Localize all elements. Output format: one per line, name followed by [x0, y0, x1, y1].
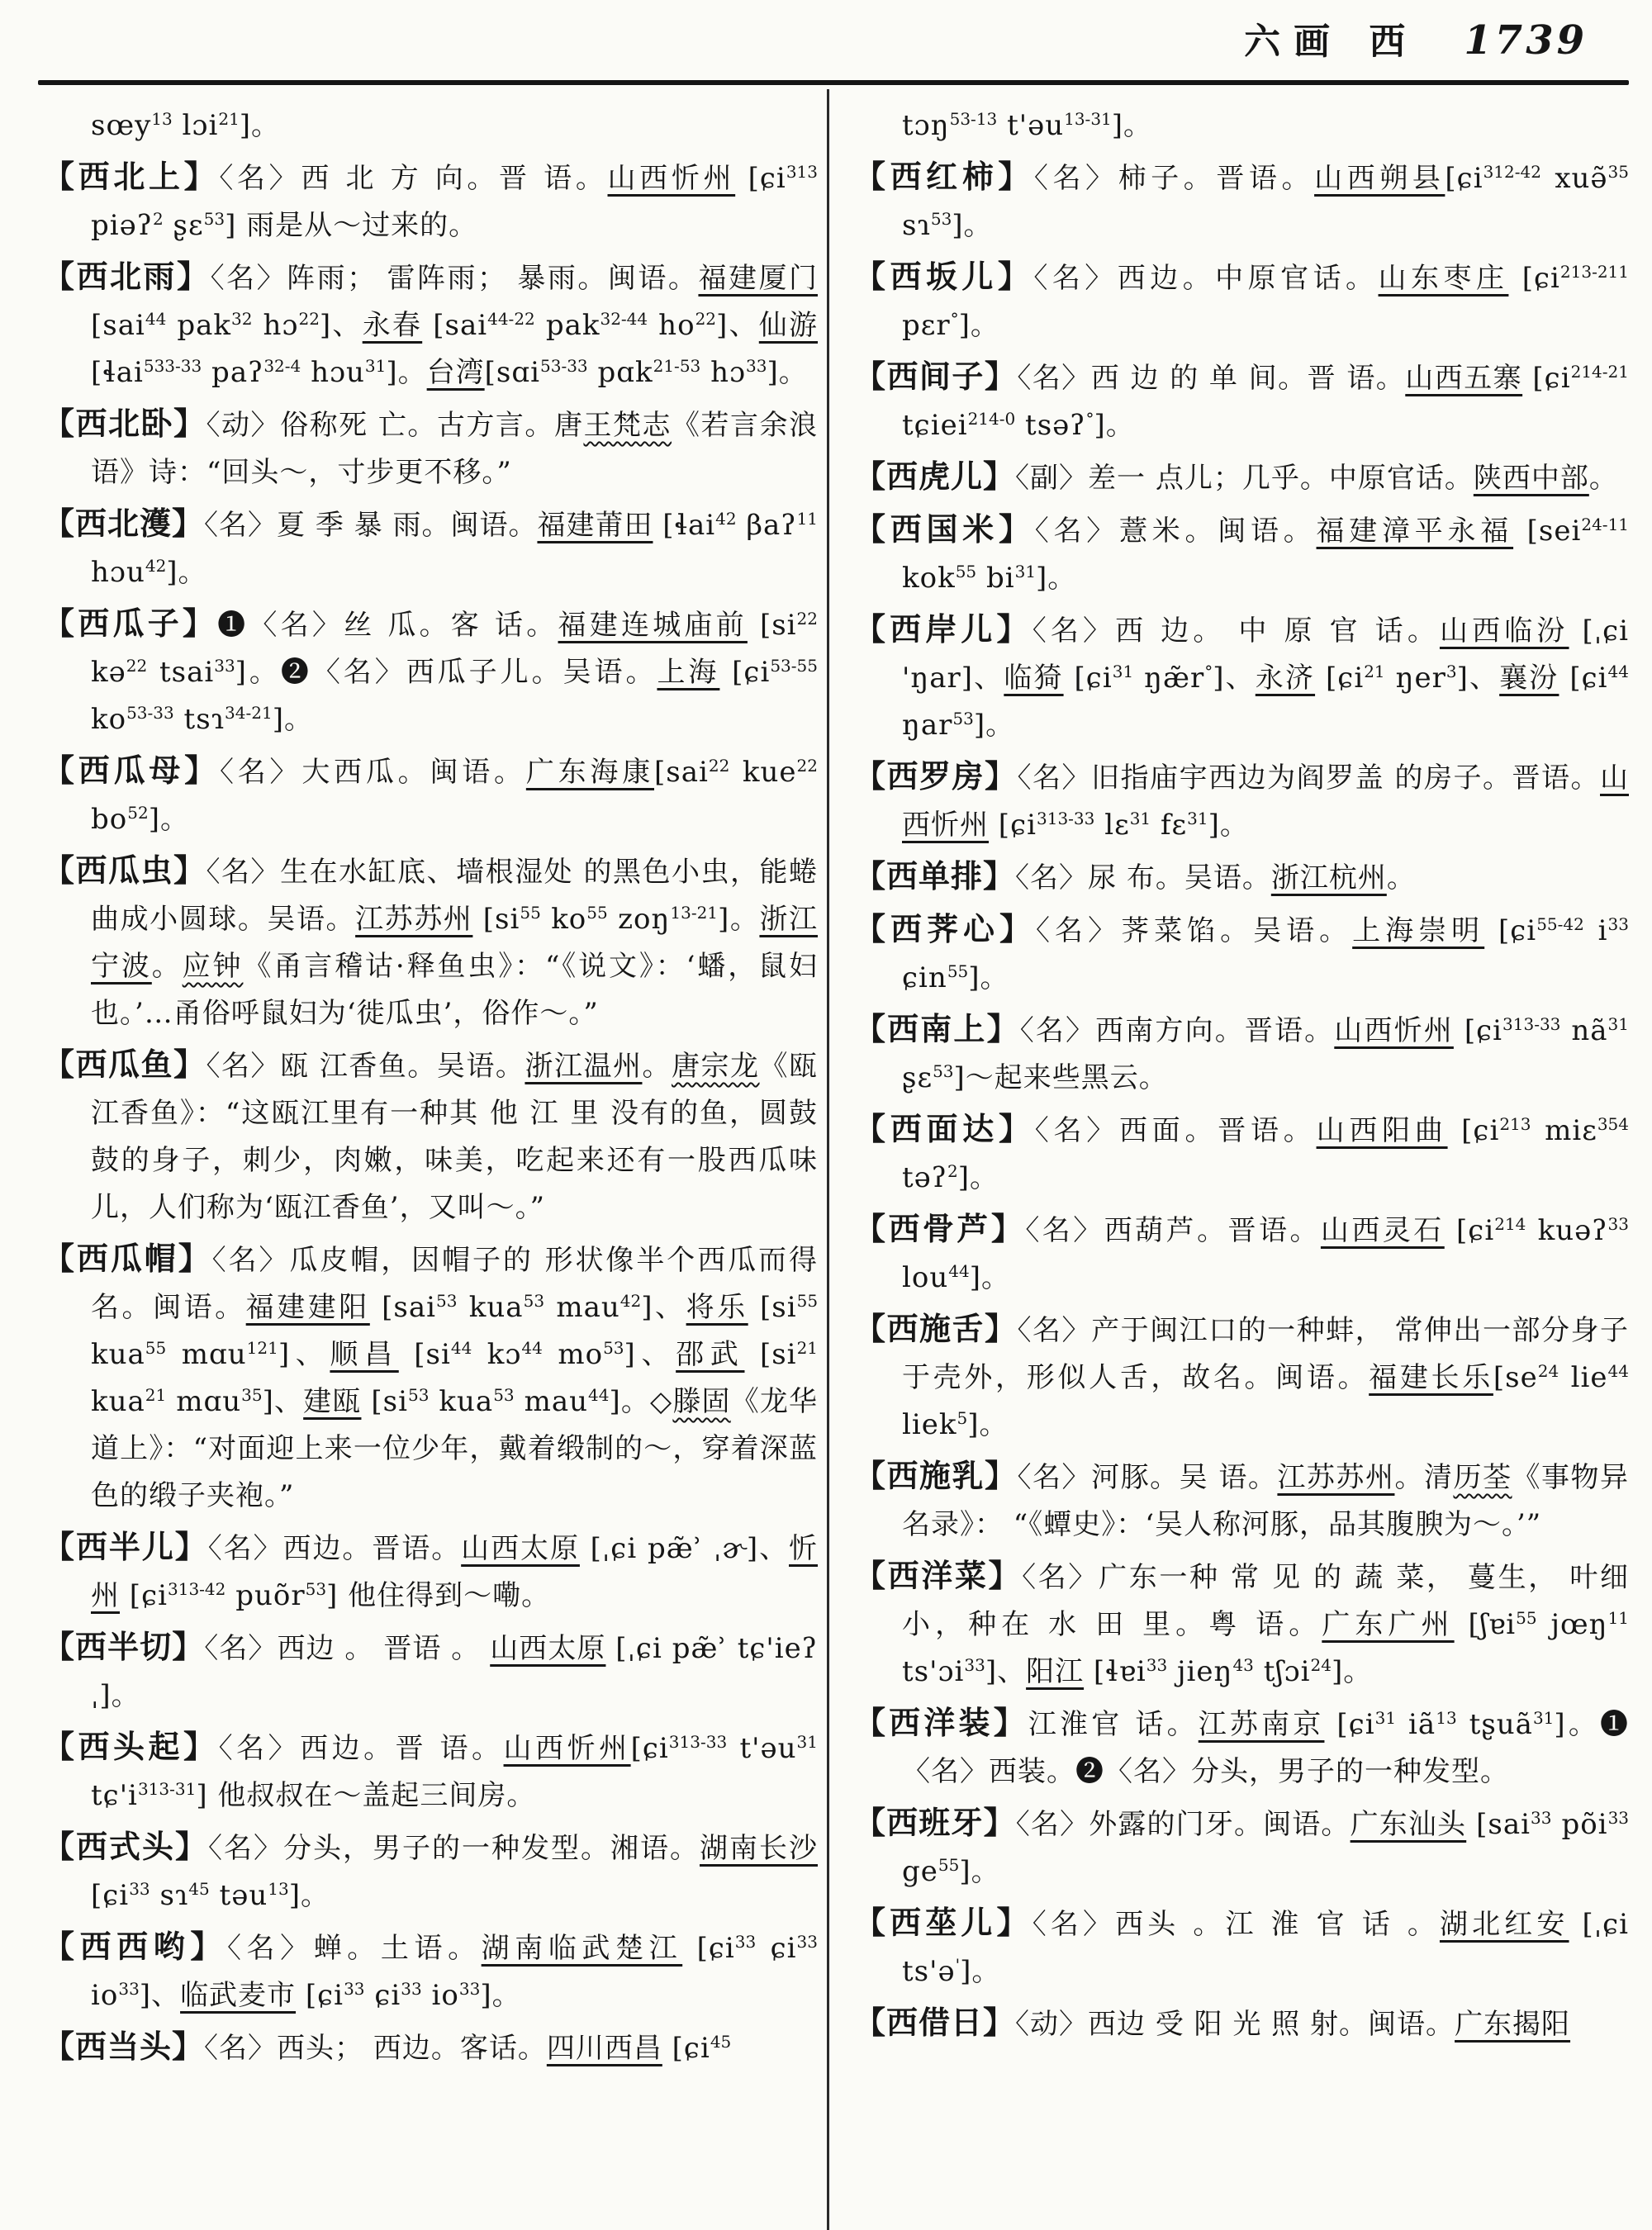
dictionary-entry — [43, 2023, 818, 2072]
entry-body: 〈名〉外露的门牙。闽语。广东汕头 [sai$^{33}$ põi$^{33}$ $ge^{55}$]。 — [902, 1807, 1630, 1888]
dictionary-entry — [43, 1623, 818, 1720]
dictionary-entry — [854, 1105, 1629, 1202]
dictionary-entry — [854, 1305, 1629, 1449]
entry-body: 〈名〉西头 。江 淮 官 话 。湖北红安 [ˌɕi ts'ə']。 — [902, 1908, 1629, 1988]
entry-body: 江淮官 话。江苏南京 [ɕi$^{31}$ $iã^{13}$ tʂuã$^{31}$]。❶〈名〉西装。❷〈名〉分头，男子的一种发型。 — [902, 1707, 1630, 1788]
entry-headword: 【西半儿】 — [43, 1528, 208, 1565]
dictionary-entry — [854, 852, 1629, 902]
entry-body: 〈名〉西南方向。晋语。山西忻州 [ɕi$^{313-33}$ $nã^{31}$ ʂɛ$^{53}$]～起来些黑云。 — [902, 1013, 1629, 1094]
entry-body: ❶〈名〉丝 瓜。客 话。福建连城庙前 [$si^{22}$ kə$^{22}$ tsai$^{33}$]。❷〈名〉西瓜子儿。吴语。上海 [ɕi$^{53-55}$ $ko^{53-33}$ tsɿ$^{34-21}$]。 — [91, 608, 818, 736]
entry-headword: 【西施乳】 — [854, 1457, 1018, 1494]
dictionary-entry — [854, 1899, 1629, 1995]
entry-body: tɔŋ$^{53-13}$ t'əu$^{13-31}$]。 — [902, 108, 1153, 142]
entry-headword: 【西北卧】 — [43, 405, 206, 442]
dictionary-entry — [43, 1523, 818, 1620]
dictionary-entry — [854, 1452, 1629, 1549]
entry-headword: 【西瓜虫】 — [43, 852, 206, 889]
entry-body: 〈名〉西葫芦。晋语。山西灵石 [ɕi$^{214}$ kuəʔ$^{33}$ lou$^{44}$]。 — [902, 1213, 1629, 1294]
dictionary-entry — [43, 1923, 818, 2019]
entry-body: sœy$^{13}$ lɔi$^{21}$]。 — [91, 108, 281, 142]
dictionary-entry — [854, 1999, 1629, 2048]
dictionary-entry — [43, 400, 818, 496]
entry-headword: 【西单排】 — [854, 857, 1016, 894]
entry-headword: 【西瓜帽】 — [43, 1240, 212, 1277]
entry-headword: 【西红柿】 — [854, 158, 1034, 195]
dictionary-entry — [43, 253, 818, 396]
dictionary-entry — [43, 102, 818, 149]
dictionary-entry — [854, 153, 1629, 249]
column-divider — [827, 89, 829, 2230]
entry-body: 〈名〉河豚。吴 语。江苏苏州。清历荃《事物异名录》： “《蟫史》：‘吴人称河豚，品其腹腴为～。’” — [902, 1461, 1630, 1541]
header-rule — [38, 80, 1629, 85]
entry-body: 〈名〉生在水缸底、墙根湿处 的黑色小虫，能蜷曲成小圆球。吴语。江苏苏州 [$si^{55}$ $ko^{55}$ zoŋ$^{13-21}$]。浙江宁波。应钟《甬言稽诂·释鱼虫》：“《说文》：‘蟠，鼠妇也。’…甬俗呼鼠妇为‘徙瓜虫’，俗作～。” — [91, 856, 819, 1030]
dictionary-entry — [854, 1552, 1629, 1696]
entry-body: 〈名〉西 北 方 向。晋 语。山西忻州 [ɕi$^{313}$ piəʔ$^2$ ʂɛ$^{53}$] 雨是从～过来的。 — [91, 161, 818, 242]
entry-headword: 【西瓜母】 — [43, 752, 220, 789]
dictionary-entry — [43, 1041, 818, 1231]
entry-headword: 【西荠心】 — [854, 910, 1037, 947]
entry-headword: 【西间子】 — [854, 358, 1018, 395]
entry-body: 〈名〉旧指庙宇西边为阎罗盖 的房子。晋语。山西忻州 [ɕi$^{313-33}$ lɛ$^{31}$ fɛ$^{31}$]。 — [902, 762, 1629, 842]
entry-headword: 【西坂儿】 — [854, 258, 1034, 295]
entry-body: 〈名〉西边。中原官话。山东枣庄 [ɕi$^{213-211}$ pɛr°]。 — [902, 261, 1629, 342]
entry-headword: 【西南上】 — [854, 1010, 1020, 1047]
entry-headword: 【西施舌】 — [854, 1310, 1018, 1347]
entry-body: 〈名〉荠菜馅。吴语。上海崇明 [ɕi$^{55-42}$ $i^{33}$ ɕin$^{55}$]。 — [902, 913, 1629, 994]
entry-headword: 【西瓜鱼】 — [43, 1046, 206, 1083]
entry-headword: 【西虎儿】 — [854, 458, 1016, 495]
dictionary-entry — [854, 505, 1629, 602]
dictionary-entry — [854, 102, 1629, 149]
entry-headword: 【西半切】 — [43, 1628, 205, 1665]
entry-body: 〈名〉大西瓜。闽语。广东海康[sai$^{22}$ kue$^{22}$ $bo^{52}$]。 — [91, 755, 818, 836]
entry-headword: 【西西哟】 — [43, 1928, 227, 1965]
entry-body: 〈副〉差一 点儿；几乎。中原官话。陕西中部。 — [1015, 462, 1618, 495]
entry-body: 〈动〉西边 受 阳 光 照 射。闽语。广东揭阳 — [1015, 2008, 1571, 2041]
dictionary-entry — [854, 1205, 1629, 1302]
dictionary-entry — [43, 1823, 818, 1919]
dictionary-entry — [43, 847, 818, 1037]
entry-body: 〈名〉瓜皮帽，因帽子的 形状像半个西瓜而得名。闽语。福建建阳 [sai$^{53}$ kua$^{53}$ mau$^{42}$]、将乐 [$si^{55}$ kua$^{55}$ mɑu$^{121}$]、顺昌 [$si^{44}$ kɔ$^{44}$ $mo^{53}$]、邵武 [$si^{21}$ kua$^{21}$ mɑu$^{35}$]、建瓯 [$si^{53}$ kua$^{53}$ mau$^{44}$]。◇滕固《龙华道上》：“对面迎上来一位少年，戴着缎制的～，穿着深蓝色的缎子夹袍。” — [91, 1244, 819, 1512]
page-number: 1739 — [1464, 17, 1588, 64]
dictionary-entry — [854, 905, 1629, 1002]
entry-headword: 【西面达】 — [854, 1110, 1035, 1147]
entry-headword: 【西班牙】 — [854, 1804, 1016, 1841]
entry-body: 〈名〉薏米。闽语。福建漳平永福 [sei$^{24-11}$ kok$^{55}$ $bi^{31}$]。 — [902, 514, 1630, 595]
entry-headword: 【西北雨】 — [43, 258, 211, 295]
entry-body: 〈名〉西边。晋 语。山西忻州[ɕi$^{313-33}$ t'əu$^{31}$ $tɕ'i^{313-31}$] 他叔叔在～盖起三间房。 — [91, 1731, 818, 1812]
entry-headword: 【西洋装】 — [854, 1704, 1028, 1741]
entry-headword: 【西罗房】 — [854, 757, 1018, 795]
dictionary-entry — [854, 1799, 1629, 1896]
entry-body: 〈名〉广东一种 常 见 的 蔬 菜， 蔓生， 叶细小，种在 水 田 里。粤 语。广东广州 [ʃɐi$^{55}$ jœŋ$^{11}$ ts'ɔi$^{33}$]、阳江 [ɬɐi$^{33}$ jieŋ$^{43}$ tʃɔi$^{24}$]。 — [902, 1561, 1630, 1688]
dictionary-entry — [43, 747, 818, 843]
entry-headword: 【西骨芦】 — [854, 1210, 1026, 1247]
entry-body: 〈名〉西 边 的 单 间。晋 语。山西五寨 [ɕi$^{214-21}$ tɕiei$^{214-0}$ tsəʔ°]。 — [902, 361, 1629, 442]
entry-body: 〈名〉西边 。 晋语 。 山西太原 [ˌɕi pæ̃ʾ tɕ'ieʔˌ]。 — [91, 1632, 818, 1712]
dictionary-entry — [43, 1723, 818, 1820]
entry-headword: 【西国米】 — [854, 510, 1035, 548]
entry-headword: 【西式头】 — [43, 1828, 208, 1865]
entry-body: 〈名〉夏 季 暴 雨。闽语。福建莆田 [ɬai$^{42}$ βaʔ$^{11}$ hɔu$^{42}$]。 — [91, 508, 819, 589]
entry-headword: 【西洋菜】 — [854, 1557, 1023, 1594]
entry-headword: 【西当头】 — [43, 2028, 205, 2065]
left-column — [43, 99, 818, 2076]
dictionary-entry — [854, 1005, 1629, 1102]
entry-headword: 【西岸儿】 — [854, 610, 1032, 648]
dictionary-entry — [854, 453, 1629, 502]
entry-body: 〈名〉产于闽江口的一种蚌， 常伸出一部分身子于壳外，形似人舌，故名。闽语。福建长乐[$se^{24}$ lie$^{44}$ liek$^5$]。 — [902, 1314, 1629, 1441]
entry-body: 〈名〉阵雨； 雷阵雨； 暴雨。闽语。福建厦门 [sai$^{44}$ pak$^{32}$ hɔ$^{22}$]、永春 [sai$^{44-22}$ pak$^{32-44}$ $ho^{22}$]、仙游[ɬai$^{533-33}$ paʔ$^{32-4}$ hɔu$^{31}$]。台湾[sɑi$^{53-33}$ pɑk$^{21-53}$ hɔ$^{33}$]。 — [91, 262, 819, 389]
section-title: 六画 西 — [1244, 21, 1419, 63]
dictionary-entry — [854, 752, 1629, 849]
entry-body: 〈名〉西面。晋语。山西阳曲 [ɕi$^{213}$ miɛ$^{354}$ təʔ$^2$]。 — [902, 1113, 1629, 1194]
entry-body: 〈名〉蝉。土语。湖南临武楚江 [ɕi$^{33}$ ɕi$^{33}$ $io^{33}$]、临武麦市 [ɕi$^{33}$ ɕi$^{33}$ $io^{33}$]。 — [91, 1931, 818, 2012]
entry-body: 〈动〉俗称死 亡。古方言。唐王梵志《若言余浪语》诗：“回头～，寸步更不移。” — [91, 409, 819, 489]
dictionary-entry — [43, 500, 818, 596]
entry-body: 〈名〉柿子。晋语。山西朔县[ɕi$^{312-42}$ xuə̃$^{35}$ sɿ$^{53}$]。 — [902, 161, 1629, 242]
entry-body: 〈名〉分头，男子的一种发型。湘语。湖南长沙 [ɕi$^{33}$ sɿ$^{45}$ təu$^{13}$]。 — [91, 1832, 818, 1912]
dictionary-entry — [854, 1699, 1629, 1796]
entry-headword: 【西瓜子】 — [43, 605, 218, 642]
dictionary-entry — [43, 1235, 818, 1520]
right-column — [854, 99, 1629, 2052]
dictionary-entry — [854, 253, 1629, 349]
entry-headword: 【西头起】 — [43, 1728, 219, 1765]
entry-headword: 【西北濩】 — [43, 505, 205, 542]
dictionary-entry — [854, 605, 1629, 749]
entry-body: 〈名〉西边。晋语。山西太原 [ˌɕi pæ̃ʾ ˌɚ]、忻州 [ɕi$^{313-42}$ puõr$^{53}$] 他住得到～嘞。 — [91, 1532, 819, 1612]
entry-headword: 【西北上】 — [43, 158, 220, 195]
entry-headword: 【西莝儿】 — [854, 1904, 1032, 1941]
entry-headword: 【西借日】 — [854, 2004, 1016, 2041]
page-header — [0, 12, 1588, 64]
entry-body: 〈名〉尿 布。吴语。浙江杭州。 — [1015, 861, 1416, 894]
dictionary-entry — [43, 600, 818, 743]
entry-body: 〈名〉西头； 西边。客话。四川西昌 [ɕi$^{45}$ — [204, 2031, 732, 2065]
entry-body: 〈名〉瓯 江香鱼。吴语。浙江温州。唐宗龙《瓯江香鱼》：“这瓯江里有一种其 他 江 里 没有的鱼，圆鼓鼓的身子，刺少，肉嫩，味美，吃起来还有一股西瓜味儿，人们称为‘瓯江香鱼’，又叫～。” — [91, 1050, 819, 1224]
dictionary-entry — [43, 153, 818, 249]
dictionary-entry — [854, 353, 1629, 449]
entry-body: 〈名〉西 边。 中 原 官 话。山西临汾 [ˌɕi 'ŋar]、临猗 [ɕi$^{31}$ ŋæ̃r°]、永济 [ɕi$^{21}$ ŋer$^3$]、襄汾 [ɕi$^{44}$ ŋar$^{53}$]。 — [902, 614, 1629, 742]
